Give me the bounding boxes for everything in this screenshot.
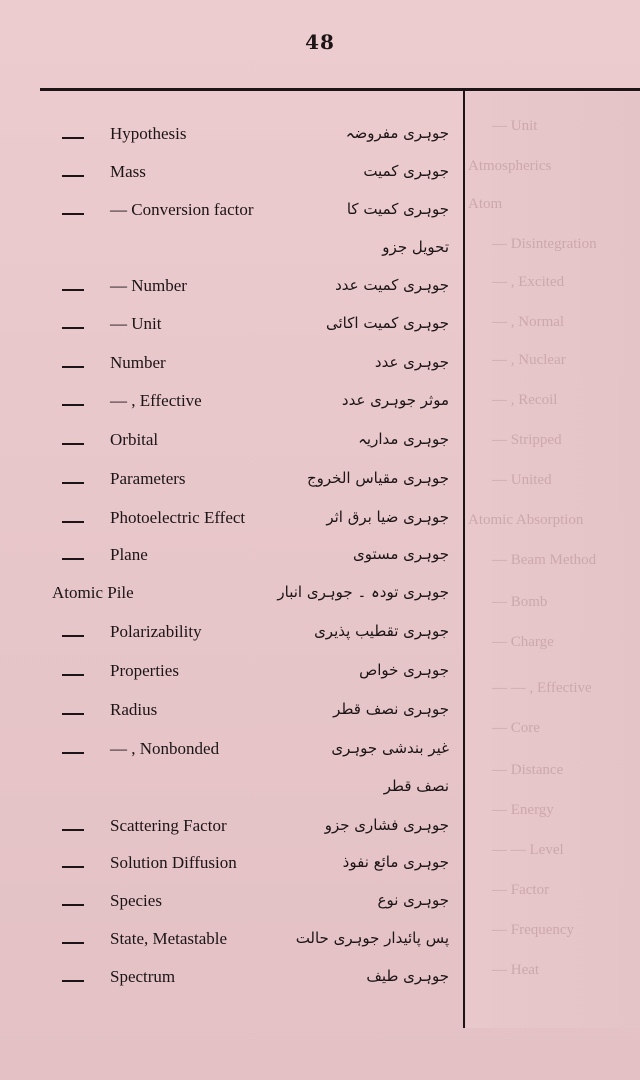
bleed-through-column [466,92,640,1028]
english-term: Atomic Pile [52,583,134,602]
glossary-entry [0,851,463,881]
bleed-through-text: — , Nuclear [492,352,566,368]
repeat-dash [62,289,84,291]
urdu-term: غیر بندشی جوہری [331,739,449,757]
glossary-entry [0,506,463,536]
urdu-term: جوہری مستوی [352,545,449,563]
glossary-entry [0,889,463,919]
repeat-dash [62,904,84,906]
bleed-through-text: — Factor [492,882,550,898]
repeat-dash [62,443,84,445]
glossary-entry [0,698,463,728]
bleed-through-text: — — , Effective [492,680,592,696]
urdu-term: جوہری نصف قطر [333,700,449,718]
glossary-entry [0,198,463,228]
english-term: Properties [110,661,179,680]
glossary-entry [0,351,463,381]
english-term: Number [110,353,166,372]
bleed-through-text: — , Excited [492,274,565,290]
bleed-through-text: — Frequency [492,922,575,938]
urdu-term: موثر جوہری عدد [341,391,449,409]
bleed-through-text: — United [492,472,552,488]
glossary-entry [0,274,463,304]
glossary-entry [0,927,463,957]
glossary-entry [0,737,463,767]
english-term: Hypothesis [110,124,187,143]
glossary-entry [0,581,463,611]
bleed-through-text: — , Normal [492,314,565,330]
bleed-through-text: — Stripped [492,432,562,448]
bleed-through-text: — Heat [492,962,540,978]
repeat-dash [62,213,84,215]
glossary-entry [0,467,463,497]
repeat-dash [62,942,84,944]
urdu-term: جوہری کمیت عدد [335,276,449,294]
repeat-dash [62,137,84,139]
urdu-term: جوہری نوع [377,891,449,909]
english-term: Polarizability [110,622,202,641]
urdu-term: جوہری مائع نفوذ [342,853,449,871]
repeat-dash [62,521,84,523]
bleed-through-text: — — Level [492,842,564,858]
glossary-entry [0,122,463,152]
glossary-entry [0,965,463,995]
english-term: Scattering Factor [110,816,227,835]
bleed-through-text: Atomic Absorption [468,512,584,528]
urdu-term: جوہری عدد [374,353,449,371]
english-term: Solution Diffusion [110,853,237,872]
repeat-dash [62,866,84,868]
glossary-entry [0,389,463,419]
repeat-dash [62,752,84,754]
urdu-term: جوہری مقیاس الخروج [306,469,449,487]
urdu-term: پس پائیدار جوہری حالت [295,929,449,947]
glossary-entry [0,814,463,844]
repeat-dash [62,980,84,982]
urdu-term: جوہری مداریہ [358,430,449,448]
repeat-dash [62,635,84,637]
urdu-term: جوہری کمیت کا [346,200,449,218]
glossary-entry [0,312,463,342]
english-term: Parameters [110,469,186,488]
bleed-through-text: — Distance [492,762,564,778]
bleed-through-text: — Bomb [492,594,548,610]
urdu-term: نصف قطر [383,777,449,795]
urdu-term: جوہری تقطیب پذیری [314,622,449,640]
english-term: — Unit [110,314,162,333]
glossary-entry [0,160,463,190]
glossary-entry [0,543,463,573]
bleed-through-text: — Energy [492,802,554,818]
urdu-term: جوہری مفروضہ [345,124,449,142]
english-term: — , Nonbonded [110,739,220,758]
english-term: Species [110,891,162,910]
english-term: Orbital [110,430,159,449]
urdu-term: جوہری فشاری جزو [324,816,449,834]
english-term: — Conversion factor [110,200,254,219]
bleed-through-text: — Core [492,720,540,736]
repeat-dash [62,366,84,368]
repeat-dash [62,404,84,406]
bleed-through-text: — Beam Method [492,552,597,568]
bleed-through-text: — Charge [492,634,554,650]
urdu-term: تحویل جزو [382,238,449,256]
repeat-dash [62,175,84,177]
column-divider [463,90,465,1028]
urdu-term: جوہری تودہ ۔ جوہری انبار [277,583,449,601]
english-term: Radius [110,700,158,719]
urdu-term: جوہری ضیا برق اثر [326,508,449,526]
urdu-term: جوہری کمیت اکائی [326,314,449,332]
urdu-term: جوہری کمیت [363,162,449,180]
english-term: — Number [110,276,187,295]
glossary-entry [0,775,463,805]
bleed-through-text: — Unit [492,118,538,134]
repeat-dash [62,829,84,831]
repeat-dash [62,327,84,329]
repeat-dash [62,674,84,676]
repeat-dash [62,713,84,715]
repeat-dash [62,482,84,484]
glossary-entry [0,236,463,266]
bleed-through-text: — Disintegration [492,236,597,252]
english-term: Spectrum [110,967,176,986]
glossary-entry [0,659,463,689]
english-term: Plane [110,545,148,564]
glossary-entry [0,428,463,458]
bleed-through-text: Atom [468,196,503,212]
bleed-through-text: Atmospherics [468,158,552,174]
english-term: State, Metastable [110,929,228,948]
page-number: 48 [305,30,335,54]
urdu-term: جوہری خواص [359,661,449,679]
english-term: — , Effective [110,391,202,410]
english-term: Mass [110,162,146,181]
glossary-entry [0,620,463,650]
bleed-through-text: — , Recoil [492,392,558,408]
english-term: Photoelectric Effect [110,508,246,527]
repeat-dash [62,558,84,560]
urdu-term: جوہری طیف [366,967,449,985]
